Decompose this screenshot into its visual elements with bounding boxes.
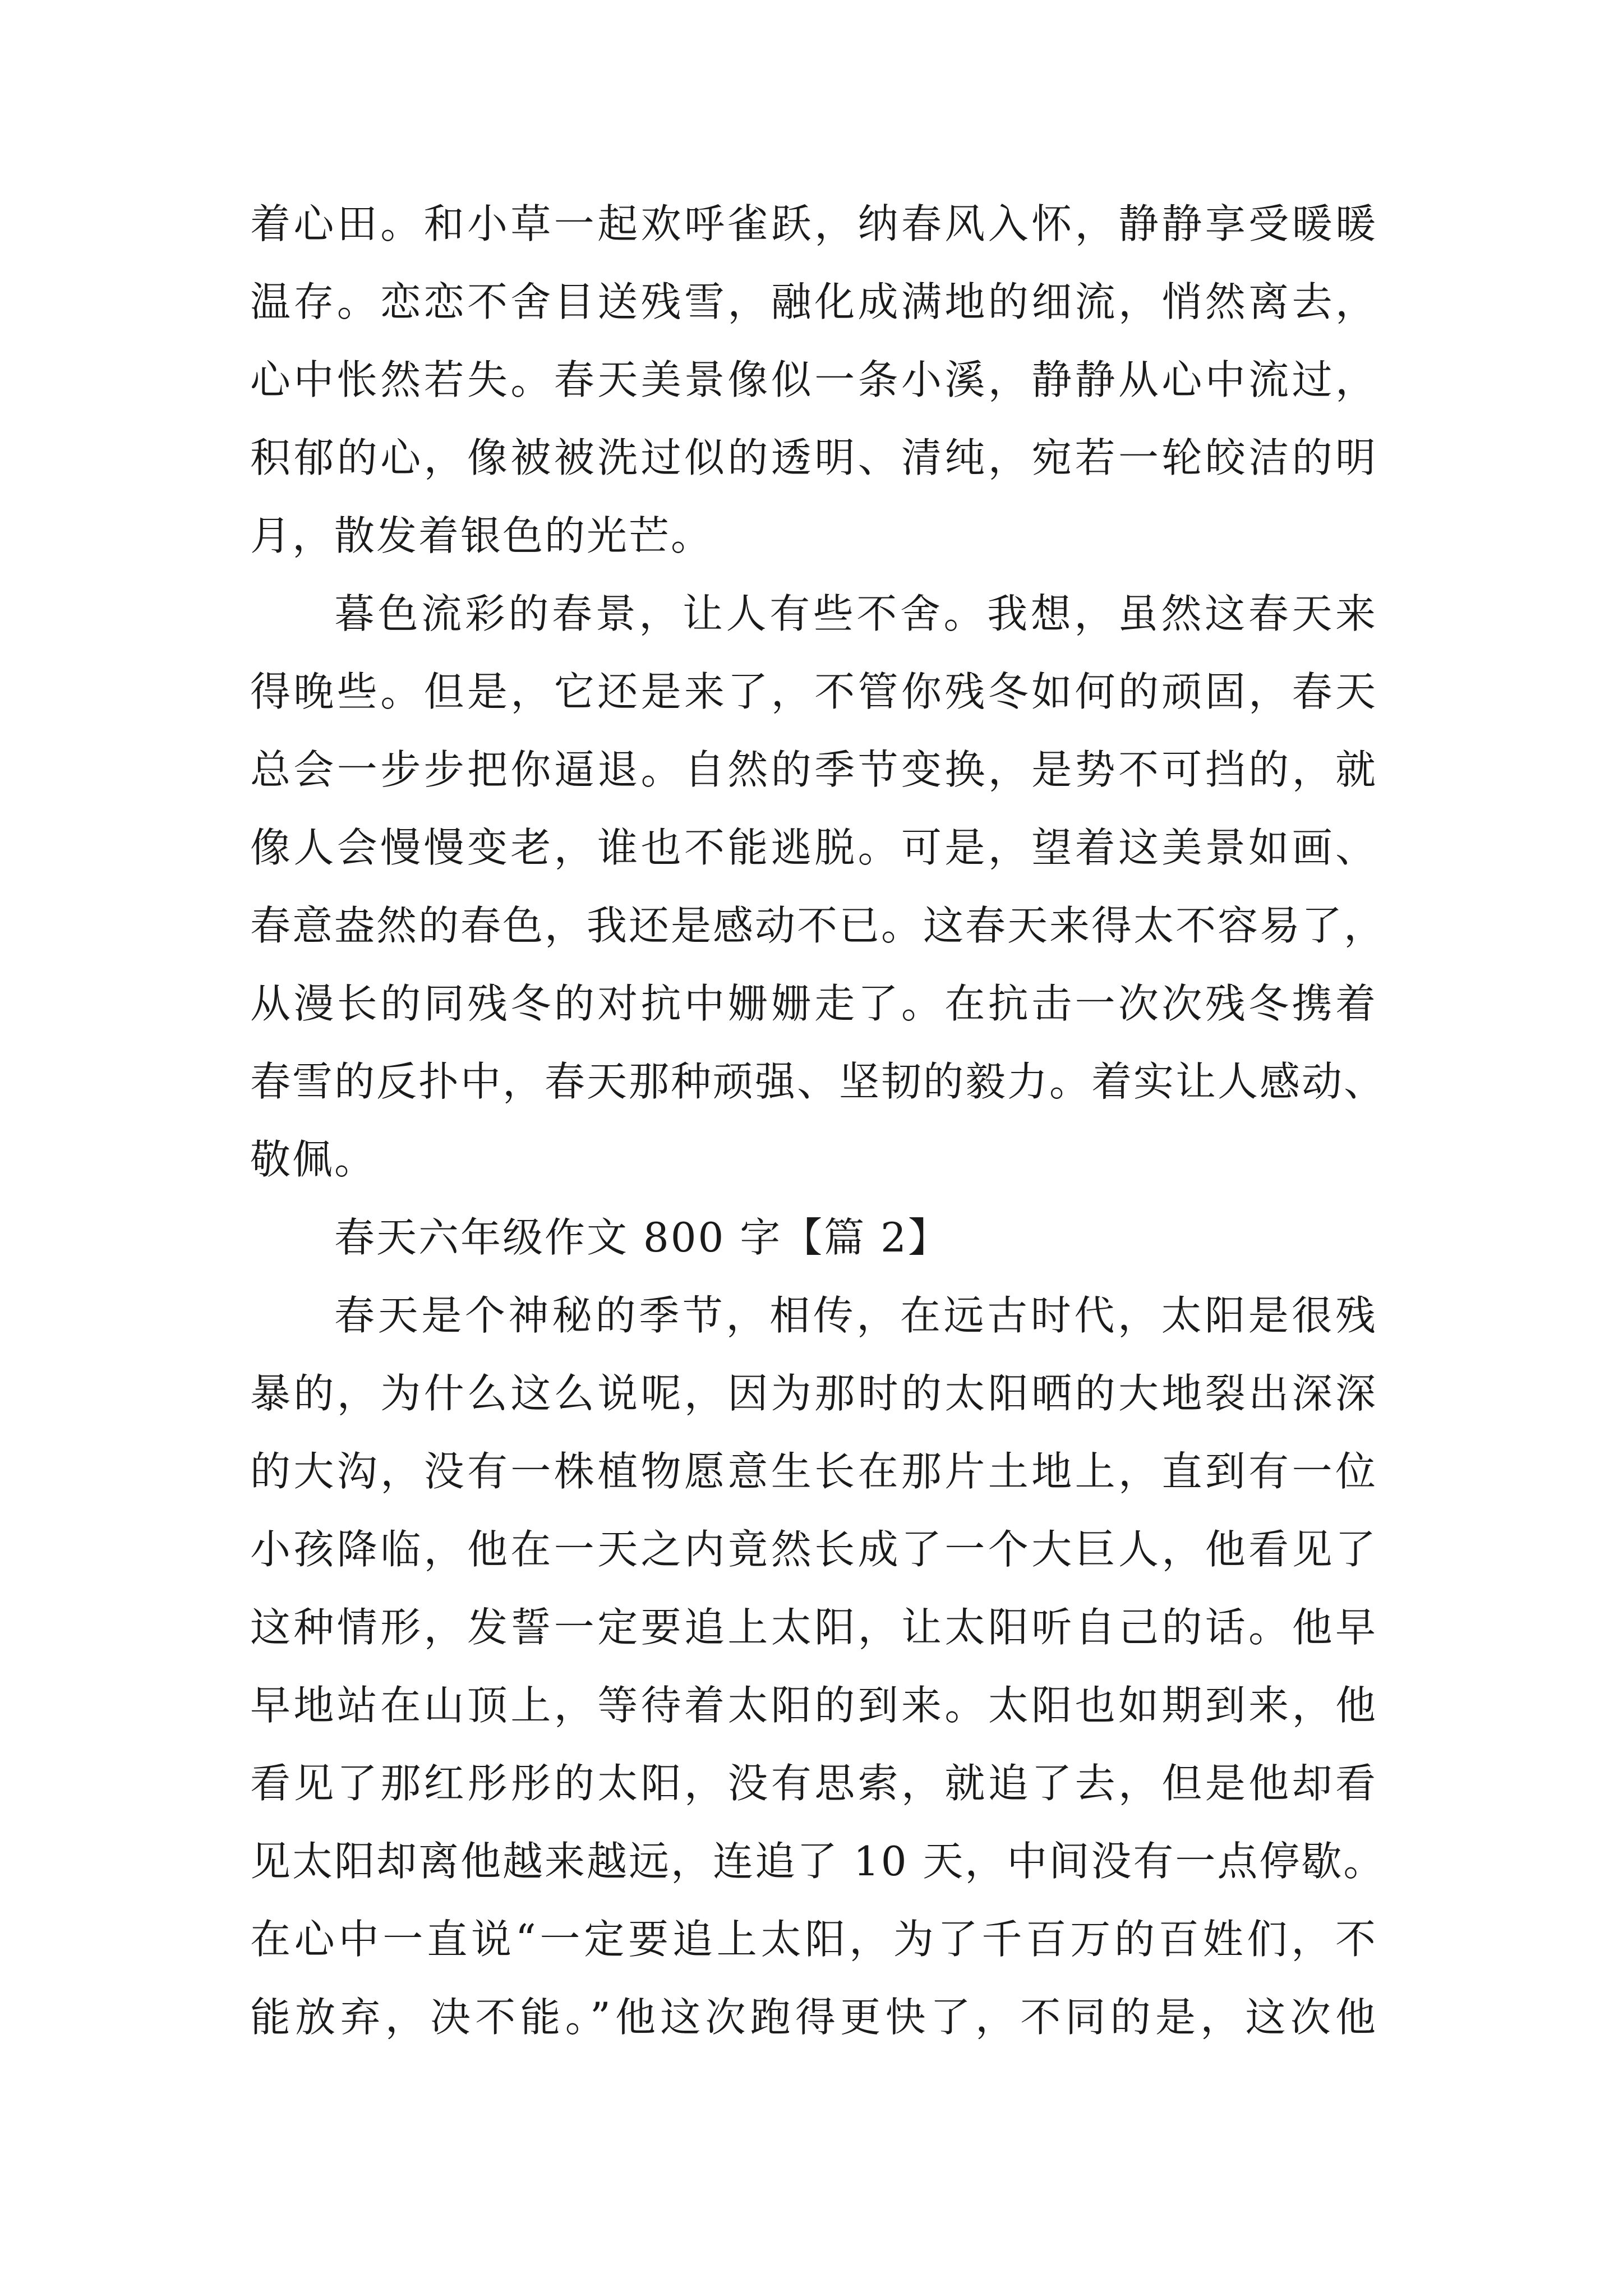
text-line: 春天是个神秘的季节，相传，在远古时代，太阳是很残 bbox=[334, 1292, 1377, 1339]
text-line: 早地站在山顶上，等待着太阳的到来。太阳也如期到来，他 bbox=[250, 1682, 1377, 1729]
text-line: 见太阳却离他越来越远，连追了 10 天，中间没有一点停歇。 bbox=[250, 1838, 1386, 1885]
text-line: 敬佩。 bbox=[250, 1136, 377, 1183]
text-line: 春雪的反扑中，春天那种顽强、坚韧的毅力。着实让人感动、 bbox=[250, 1058, 1386, 1105]
text-line: 这种情形，发誓一定要追上太阳，让太阳听自己的话。他早 bbox=[250, 1604, 1377, 1651]
text-line: 温存。恋恋不舍目送残雪，融化成满地的细流，悄然离去， bbox=[250, 278, 1377, 325]
text-line: 暴的，为什么这么说呢，因为那时的太阳晒的大地裂出深深 bbox=[250, 1370, 1377, 1417]
text-line: 总会一步步把你逼退。自然的季节变换，是势不可挡的，就 bbox=[250, 746, 1377, 793]
text-line: 从漫长的同残冬的对抗中姗姗走了。在抗击一次次残冬携着 bbox=[250, 980, 1377, 1027]
text-line: 得晚些。但是，它还是来了，不管你残冬如何的顽固，春天 bbox=[250, 668, 1377, 715]
text-line: 积郁的心，像被被洗过似的透明、清纯，宛若一轮皎洁的明 bbox=[250, 434, 1377, 481]
essay-text bbox=[250, 185, 1386, 2056]
text-line: 在心中一直说“一定要追上太阳，为了千百万的百姓们，不 bbox=[250, 1916, 1377, 1963]
text-line: 像人会慢慢变老，谁也不能逃脱。可是，望着这美景如画、 bbox=[250, 824, 1377, 871]
text-line: 春天六年级作文 800 字【篇 2】 bbox=[334, 1214, 950, 1261]
text-line: 能放弃，决不能。”他这次跑得更快了，不同的是，这次他 bbox=[250, 1994, 1377, 2041]
text-line: 小孩降临，他在一天之内竟然长成了一个大巨人，他看见了 bbox=[250, 1526, 1377, 1573]
text-line: 暮色流彩的春景，让人有些不舍。我想，虽然这春天来 bbox=[334, 590, 1377, 637]
text-line: 看见了那红彤彤的太阳，没有思索，就追了去，但是他却看 bbox=[250, 1760, 1377, 1807]
text-line: 月，散发着银色的光芒。 bbox=[250, 512, 713, 559]
text-line: 的大沟，没有一株植物愿意生长在那片土地上，直到有一位 bbox=[250, 1448, 1377, 1495]
text-line: 春意盎然的春色，我还是感动不已。这春天来得太不容易了， bbox=[250, 902, 1386, 949]
text-line: 心中怅然若失。春天美景像似一条小溪，静静从心中流过， bbox=[250, 356, 1377, 403]
text-line: 着心田。和小草一起欢呼雀跃，纳春风入怀，静静享受暖暖 bbox=[250, 200, 1377, 247]
